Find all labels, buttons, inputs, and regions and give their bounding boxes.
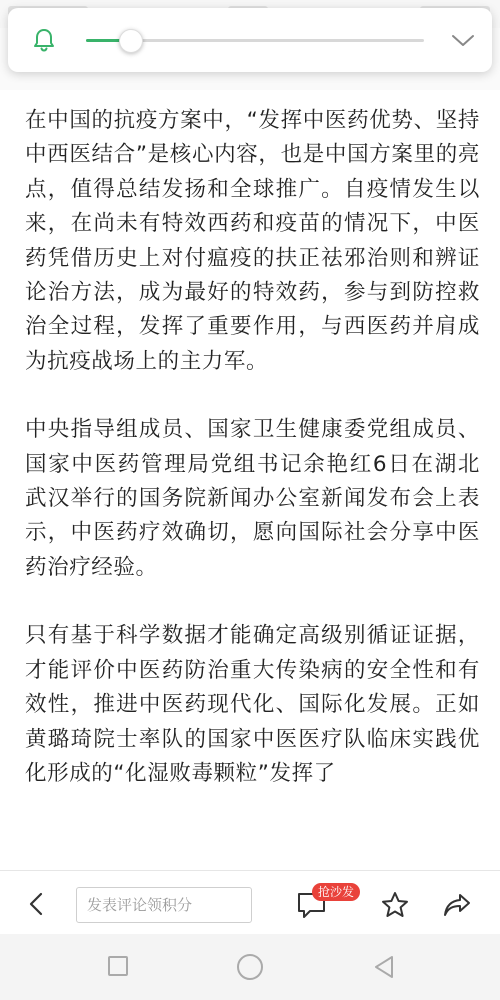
share-icon[interactable] [442, 891, 472, 919]
article-paragraph: 中央指导组成员、国家卫生健康委党组成员、国家中医药管理局党组书记余艳红6日在湖北武汉举行的国务院新闻办公室新闻发布会上表示，中医药疗效确切，愿向国际社会分享中医药治疗经验。 [25, 417, 480, 580]
circle-icon[interactable] [237, 954, 263, 980]
volume-slider-thumb[interactable] [119, 29, 143, 53]
chevron-left-icon[interactable] [24, 891, 50, 917]
chevron-down-icon[interactable] [448, 28, 478, 52]
volume-popup [8, 8, 492, 72]
star-icon[interactable] [380, 890, 410, 920]
sofa-badge[interactable]: 抢沙发 [312, 883, 360, 901]
article-paragraph: 只有基于科学数据才能确定高级别循证证据，才能评价中医药防治重大传染病的安全性和有效性，推进中医药现代化、国际化发展。正如黄璐琦院士率队的国家中医医疗队临床实践优化形成的“化湿败毒颗粒”发挥了 [25, 623, 480, 786]
comment-input[interactable]: 发表评论领积分 [76, 887, 252, 923]
bell-icon[interactable] [30, 26, 58, 54]
article-body [25, 104, 480, 825]
comment-bar [0, 870, 500, 935]
volume-slider[interactable] [86, 39, 424, 42]
square-icon[interactable] [108, 956, 128, 976]
article-paragraph: 在中国的抗疫方案中，“发挥中医药优势、坚持中西医结合”是核心内容，也是中国方案里的亮点，值得总结发扬和全球推广。自疫情发生以来，在尚未有特效西药和疫苗的情况下，中医药凭借历史上对付瘟疫的扶正祛邪治则和辨证论治方法，成为最好的特效药，参与到防控救治全过程，发挥了重要作用，与西医药并肩成为抗疫战场上的主力军。 [25, 108, 480, 374]
system-navigation-bar [0, 934, 500, 1000]
triangle-back-icon[interactable] [372, 954, 396, 980]
